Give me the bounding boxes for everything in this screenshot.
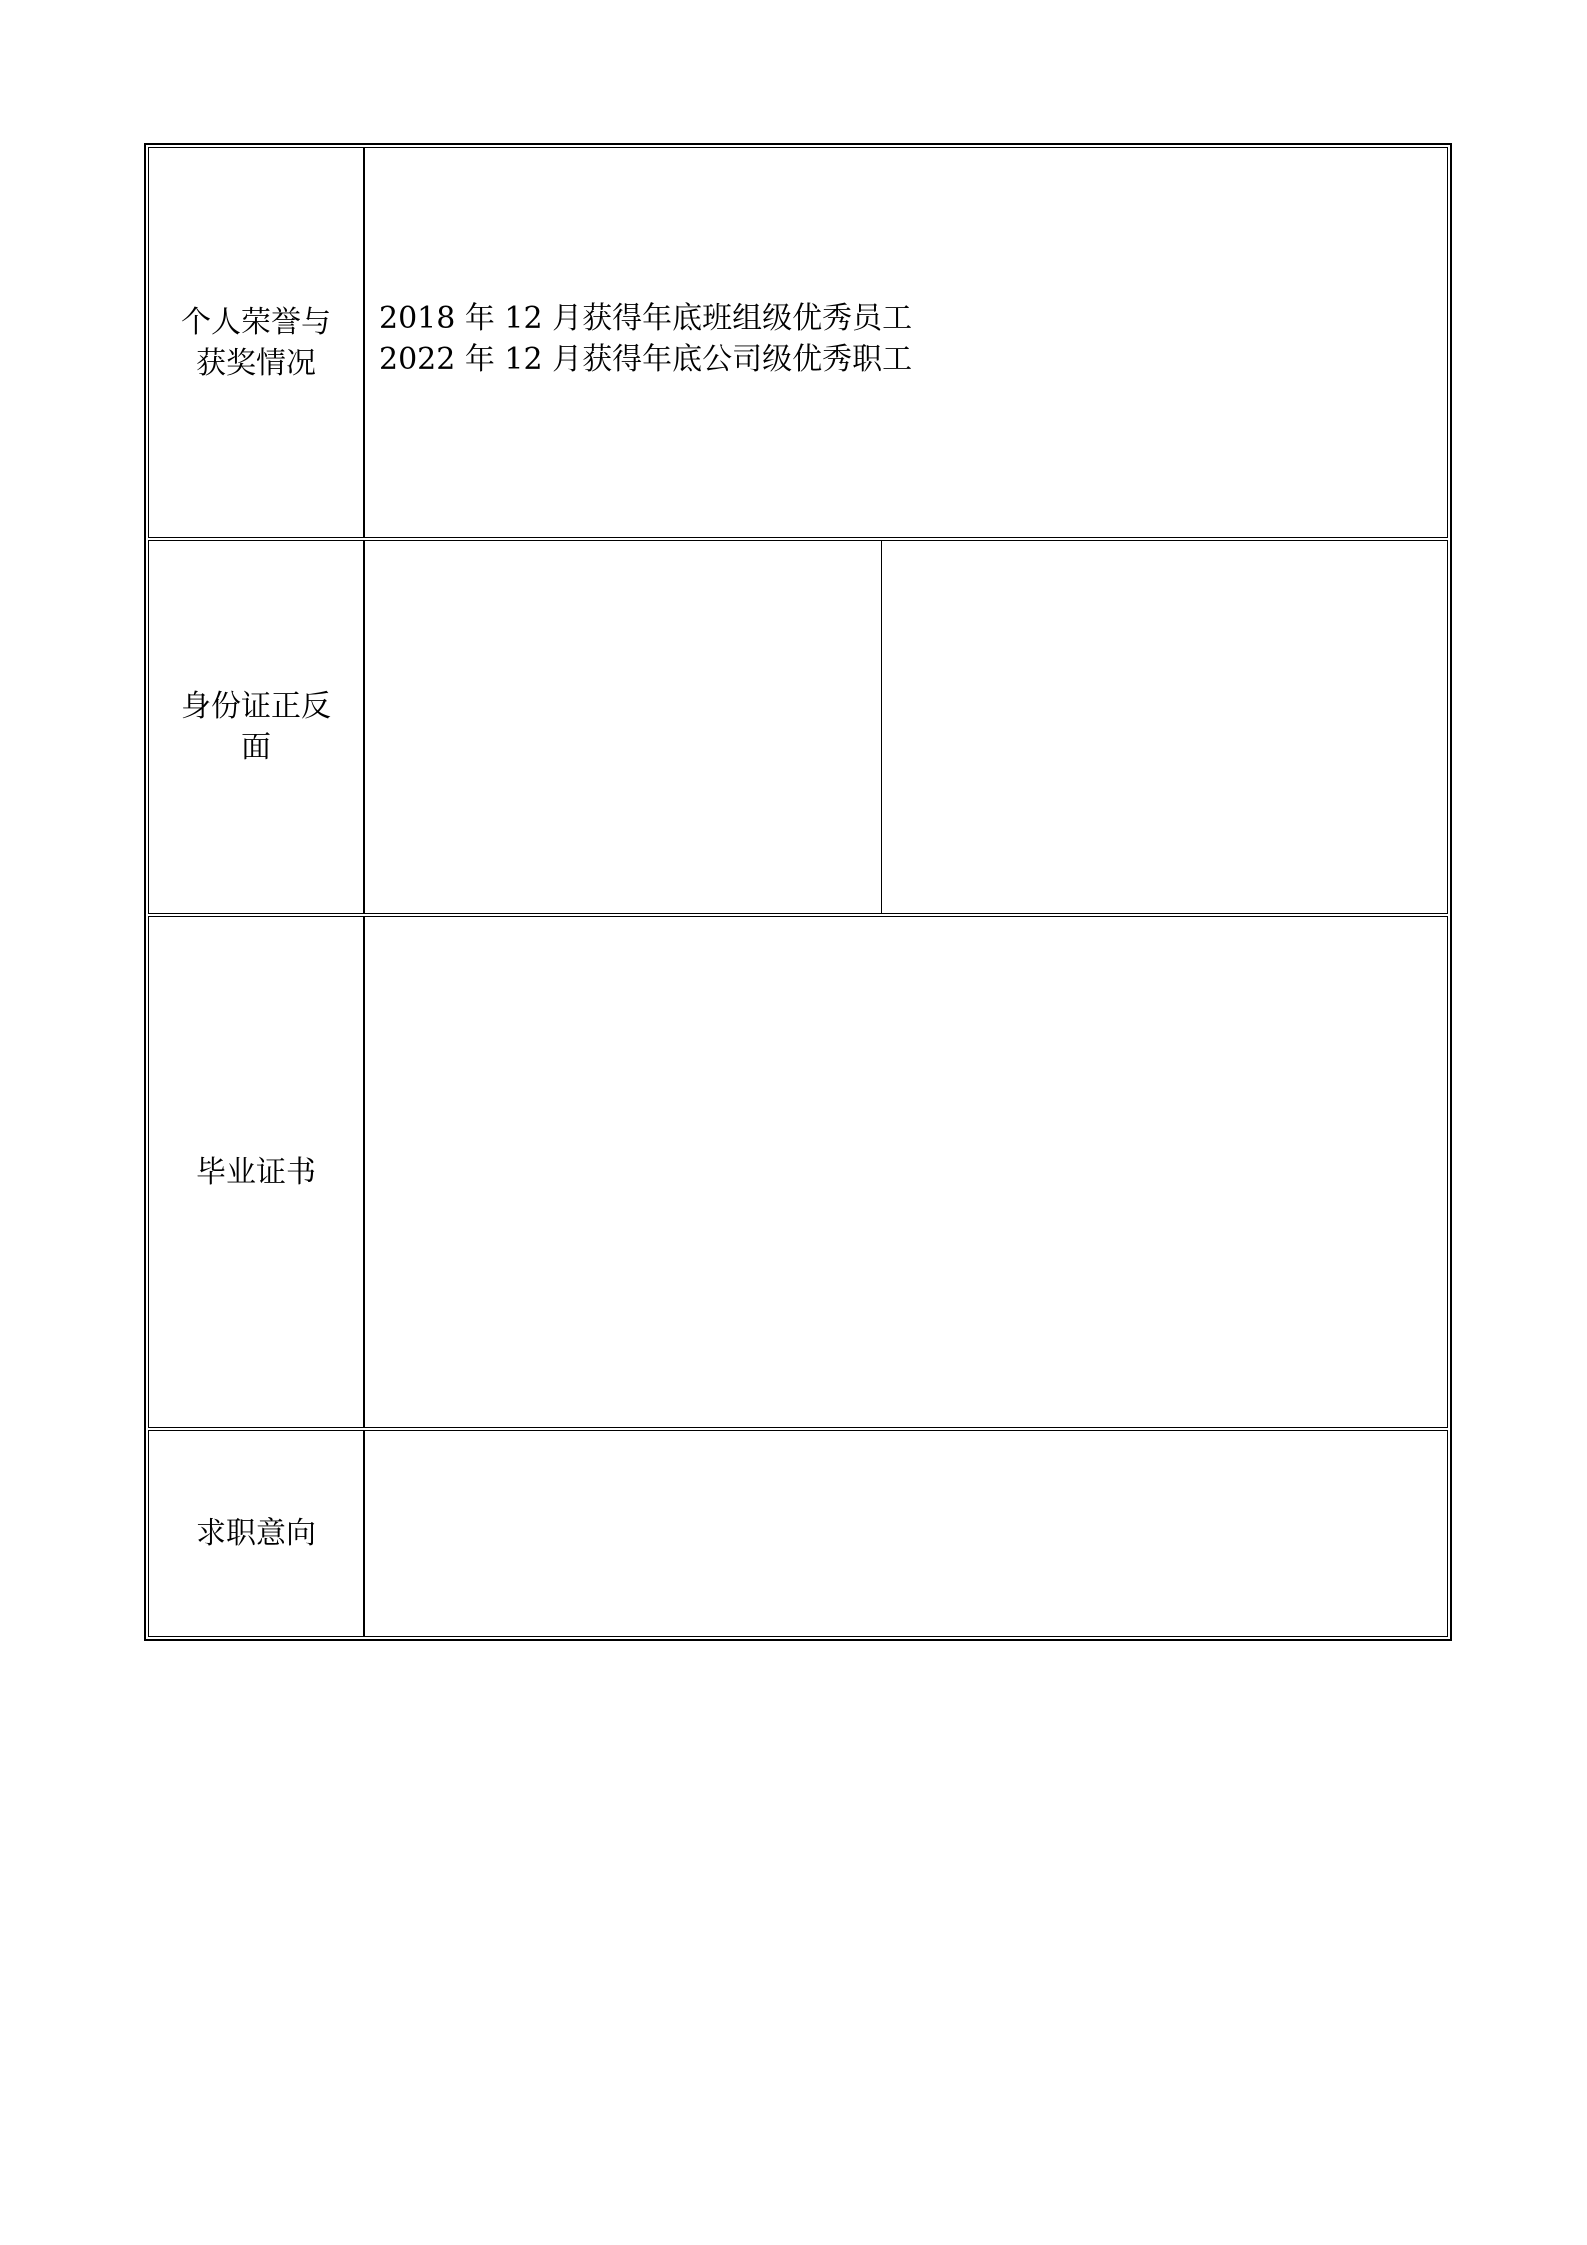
- honors-label-cell: [149, 148, 365, 537]
- diploma-content-cell: [365, 917, 1447, 1427]
- diploma-row: [148, 916, 1448, 1428]
- id-card-label: 身份证正反面: [181, 689, 331, 765]
- diploma-label-cell: [149, 917, 365, 1427]
- job-intent-label: 求职意向: [196, 1516, 316, 1551]
- honors-content-cell: [365, 148, 1447, 537]
- honor-item: 2022 年 12 月获得年底公司级优秀职工: [379, 342, 913, 377]
- honors-row: [148, 147, 1448, 538]
- id-card-row: [148, 540, 1448, 914]
- honor-item: 2018 年 12 月获得年底班组级优秀员工: [379, 301, 913, 336]
- job-intent-row: [148, 1430, 1448, 1637]
- id-card-label-cell: [149, 541, 365, 913]
- job-intent-content-cell: [365, 1431, 1447, 1636]
- diploma-label: 毕业证书: [196, 1154, 316, 1190]
- honors-list: [379, 298, 912, 380]
- job-intent-label-cell: [149, 1431, 365, 1636]
- id-card-divider: [881, 541, 882, 913]
- id-card-content-cell: [365, 541, 1447, 913]
- honors-label: 个人荣誉与获奖情况: [181, 304, 331, 381]
- id-card-back-slot: [883, 541, 1447, 913]
- id-card-front-slot: [365, 541, 881, 913]
